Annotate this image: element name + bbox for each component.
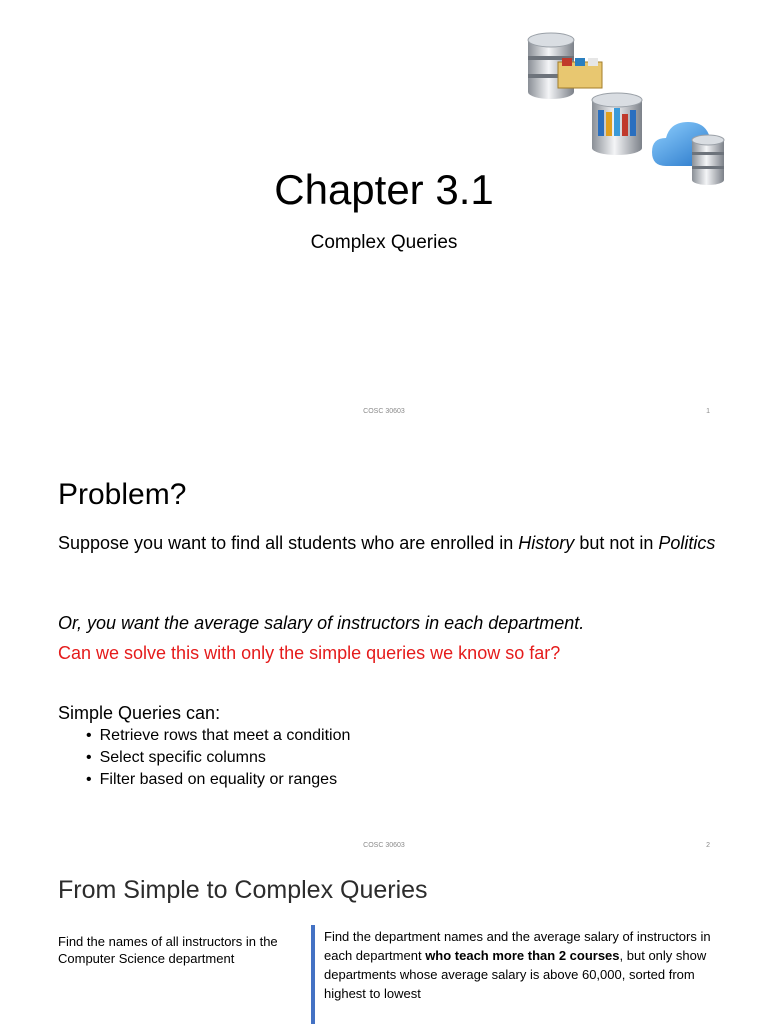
slide-title: Problem? <box>58 478 187 511</box>
complex-query-example <box>324 927 724 1003</box>
text-segment: but not in <box>574 533 659 553</box>
list-heading: Simple Queries can: <box>58 703 221 723</box>
problem-statement <box>58 532 718 554</box>
emphasis-condition: who teach more than 2 courses <box>425 948 620 963</box>
slide-title: Chapter 3.1 <box>274 166 494 213</box>
list-item: • Filter based on equality or ranges <box>86 769 350 791</box>
emphasis-politics: Politics <box>658 533 716 553</box>
page-number: 1 <box>706 408 710 415</box>
database-illustration <box>520 28 730 188</box>
slide-subtitle: Complex Queries <box>310 232 458 253</box>
slide-1 <box>0 0 768 432</box>
footer-course: COSC 30603 <box>363 408 405 415</box>
list-item: • Retrieve rows that meet a condition <box>86 725 350 747</box>
page-number: 2 <box>706 842 710 849</box>
footer-course: COSC 30603 <box>363 842 405 849</box>
database-books-icon <box>592 93 642 155</box>
bullet-list <box>86 725 350 791</box>
text-segment: , but only show departments whose average salary is above 60,000, sorted from highest to lowest <box>324 948 707 1001</box>
text-segment: Find the department names and the average salary of instructors in each department <box>324 929 711 963</box>
key-question: Can we solve this with only the simple queries we know so far? <box>58 643 561 663</box>
list-item: • Select specific columns <box>86 747 350 769</box>
alternate-problem: Or, you want the average salary of instructors in each department. <box>58 613 585 633</box>
slide-title: From Simple to Complex Queries <box>58 876 428 904</box>
column-divider <box>311 925 315 1024</box>
emphasis-history: History <box>518 533 575 553</box>
simple-query-example: Find the names of all instructors in the Computer Science department <box>58 934 278 966</box>
database-folders-icon <box>528 33 602 99</box>
text-segment: Suppose you want to find all students who are enrolled in <box>58 533 519 553</box>
